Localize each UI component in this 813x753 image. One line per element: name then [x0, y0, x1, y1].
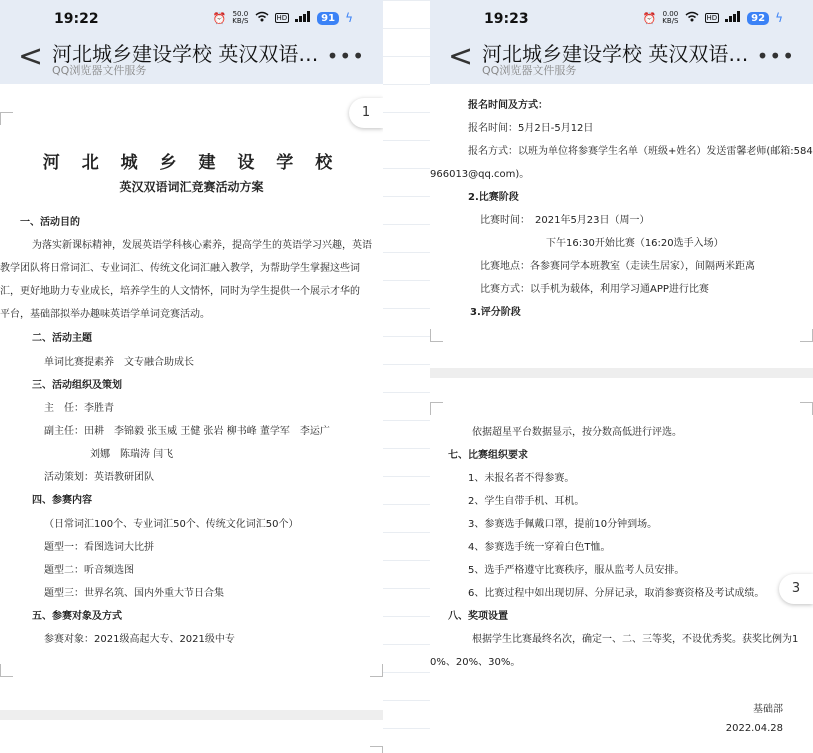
page-number-badge: 3 [779, 574, 813, 604]
page-corner-mark [430, 329, 443, 342]
charging-icon: ϟ [345, 11, 353, 25]
document-page-2 [430, 84, 813, 368]
list-item: 5、选手严格遵守比赛秩序，服从监考人员安排。 [468, 565, 685, 576]
list-item: 3、参赛选手佩戴口罩，提前10分钟到场。 [468, 519, 658, 530]
paragraph-line: 教学团队将日常词汇、专业词汇、传统文化词汇融入教学，为帮助学生掌握这些词 [0, 263, 360, 274]
paragraph-line: 主 任：李胜青 [44, 403, 114, 414]
status-time: 19:23 [484, 11, 529, 27]
section-heading: 四、参赛内容 [32, 495, 92, 506]
paragraph-line: 报名时间：5月2日-5月12日 [468, 123, 594, 134]
document-page-1 [0, 84, 383, 710]
signal-icon [295, 11, 311, 25]
document-source: QQ浏览器文件服务 [52, 64, 147, 77]
paragraph-line: 平台，基础部拟举办趣味英语学单词竞赛活动。 [0, 309, 210, 320]
paragraph-line: 比赛地点：各参赛同学本班教室（走读生居家），间隔两米距离 [480, 261, 755, 272]
paragraph-line: 刘娜 陈瑞涛 闫飞 [90, 449, 174, 460]
hd-icon: HD [276, 14, 288, 22]
paragraph-line: （日常词汇100个、专业词汇50个、传统文化词汇50个） [44, 519, 299, 530]
paragraph-line: 单词比赛提素养 文专融合助成长 [44, 357, 194, 368]
page-number-badge: 1 [349, 98, 383, 128]
paragraph-line: 0%、20%、30%。 [430, 657, 521, 668]
net-speed [662, 11, 678, 25]
document-source: QQ浏览器文件服务 [482, 64, 577, 77]
title-bar [0, 36, 383, 84]
paragraph-line: 汇，更好地助力专业成长，培养学生的人文情怀，同时为学生提供一个展示才华的 [0, 286, 360, 297]
paragraph-line: 比赛方式：以手机为载体，利用学习通APP进行比赛 [480, 284, 709, 295]
paragraph-line: 依据超星平台数据显示，按分数高低进行评选。 [472, 427, 682, 438]
page-corner-mark [370, 746, 383, 753]
alarm-icon: ⏰ [212, 11, 227, 25]
status-icons [213, 11, 353, 25]
wifi-icon [255, 11, 269, 25]
section-heading: 八、奖项设置 [448, 611, 508, 622]
section-heading: 一、活动目的 [20, 217, 80, 228]
paragraph-line: 活动策划：英语教研团队 [44, 472, 154, 483]
net-speed-value: 0.00 [662, 10, 679, 18]
page-corner-mark [800, 329, 813, 342]
paragraph-line: 题型一：看图选词大比拼 [44, 542, 154, 553]
back-arrow-icon[interactable]: < [18, 39, 44, 74]
signature-dept: 基础部 [753, 704, 783, 715]
paragraph-line: 为落实新课标精神，发展英语学科核心素养，提高学生的英语学习兴趣，英语 [32, 240, 372, 251]
doc-heading: 河 北 城 乡 建 设 学 校 [42, 153, 341, 173]
paragraph-line: 比赛时间： 2021年5月23日（周一） [480, 215, 650, 226]
paragraph-line: 题型二：听音频选图 [44, 565, 134, 576]
more-icon[interactable]: ••• [326, 44, 365, 68]
right-screenshot [430, 0, 813, 753]
status-icons [643, 11, 783, 25]
section-heading: 七、比赛组织要求 [448, 450, 528, 461]
page-corner-mark [0, 112, 13, 125]
list-item: 4、参赛选手统一穿着白色T恤。 [468, 542, 611, 553]
battery-indicator: 92 [747, 12, 769, 25]
battery-indicator: 91 [317, 12, 339, 25]
page-corner-mark [430, 402, 443, 415]
page-corner-mark [370, 664, 383, 677]
signal-icon [725, 11, 741, 25]
paragraph-line: 966013@qq.com)。 [430, 169, 530, 180]
signature-date: 2022.04.28 [725, 723, 783, 734]
status-bar [0, 0, 383, 36]
paragraph-line: 报名方式：以班为单位将参赛学生名单（班级+姓名）发送雷馨老师(邮箱:584 [468, 146, 813, 157]
section-heading: 五、参赛对象及方式 [32, 611, 122, 622]
page-separator [430, 368, 813, 378]
page-separator [0, 710, 383, 720]
alarm-icon: ⏰ [642, 11, 657, 25]
paragraph-line: 题型三：世界名筑、国内外重大节日合集 [44, 588, 224, 599]
net-speed-unit: KB/S [662, 17, 679, 25]
status-bar [430, 0, 813, 36]
hd-icon: HD [706, 14, 718, 22]
page-corner-mark [800, 402, 813, 415]
page-corner-mark [0, 664, 13, 677]
paragraph-line: 副主任：田耕 李锦毅 张玉威 王健 张岩 柳书峰 董学军 李运广 [44, 426, 330, 437]
charging-icon: ϟ [775, 11, 783, 25]
section-heading: 二、活动主题 [32, 333, 92, 344]
net-speed [232, 11, 248, 25]
document-title: 河北城乡建设学校 英汉双语… [52, 42, 319, 66]
section-heading: 三、活动组织及策划 [32, 380, 122, 391]
paragraph-line: 下午16:30开始比赛（16:20选手入场） [546, 238, 724, 249]
section-heading: 3.评分阶段 [470, 307, 521, 318]
paragraph-line: 参赛对象：2021级高起大专、2021级中专 [44, 634, 235, 645]
section-heading: 报名时间及方式： [468, 100, 548, 111]
more-icon[interactable]: ••• [756, 44, 795, 68]
list-item: 6、比赛过程中如出现切屏、分屏记录，取消参赛资格及考试成绩。 [468, 588, 765, 599]
doc-subheading: 英汉双语词汇竞赛活动方案 [119, 180, 264, 194]
list-item: 1、未报名者不得参赛。 [468, 473, 575, 484]
document-viewer[interactable] [0, 84, 383, 753]
document-page-3 [430, 378, 813, 753]
net-speed-unit: KB/S [232, 17, 249, 25]
document-title: 河北城乡建设学校 英汉双语… [482, 42, 749, 66]
title-bar [430, 36, 813, 84]
wifi-icon [685, 11, 699, 25]
list-item: 2、学生自带手机、耳机。 [468, 496, 585, 507]
net-speed-value: 50.0 [232, 10, 249, 18]
status-time: 19:22 [54, 11, 99, 27]
back-arrow-icon[interactable]: < [448, 39, 474, 74]
document-viewer[interactable] [430, 84, 813, 753]
section-heading: 2.比赛阶段 [468, 192, 519, 203]
paragraph-line: 根据学生比赛最终名次，确定一、二、三等奖，不设优秀奖。获奖比例为1 [472, 634, 799, 645]
document-page-2 [0, 720, 383, 753]
panel-gap [383, 0, 430, 753]
left-screenshot [0, 0, 383, 753]
